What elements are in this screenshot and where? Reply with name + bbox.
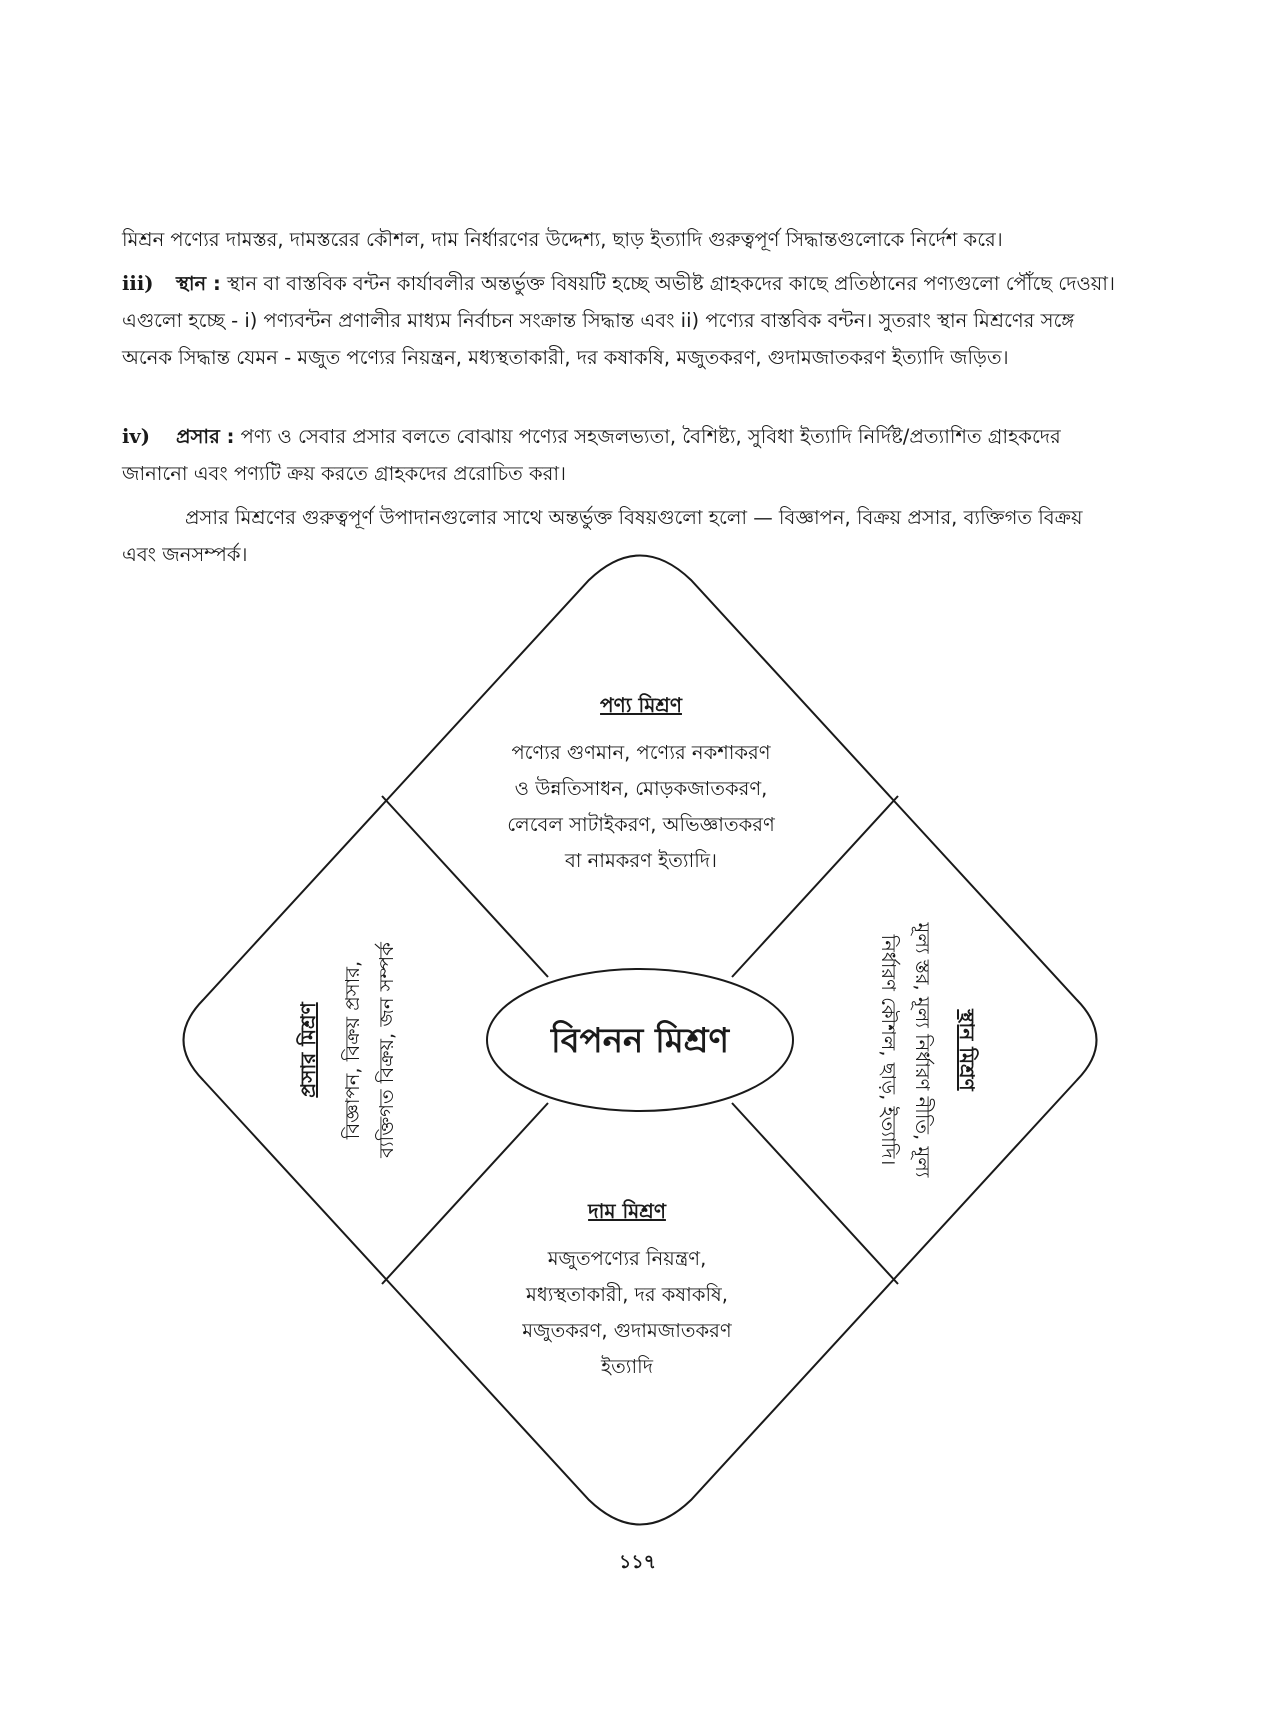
item-number: iii) [122, 272, 154, 295]
item-heading: প্রসার : [176, 425, 235, 448]
price-mix-line: মধ্যস্থতাকারী, দর কষাকষি, [526, 1283, 728, 1306]
price-mix-title: দাম মিশ্রণ [588, 1199, 666, 1223]
paragraph-text: পণ্য ও সেবার প্রসার বলতে বোঝায় পণ্যের সহজলভ্যতা, বৈশিষ্ট্য, সুবিধা ইত্যাদি নির্দিষ্ট/প্রত্যাশিত গ্রাহকদের জানানো এবং পণ্যটি ক্রয় করতে গ্রাহকদের প্ররোচিত করা। [122, 425, 1061, 485]
product-mix-line: পণ্যের গুণমান, পণ্যের নকশাকরণ [511, 741, 771, 764]
price-mix-line: মজুতকরণ, গুদামজাতকরণ [522, 1319, 732, 1342]
place-mix-line: মূল্য স্তর, মূল্য নির্ধারণ নীতি, মূল্য [911, 922, 934, 1178]
price-mix-line: ইত্যাদি [601, 1355, 653, 1378]
divider-bottom-left [382, 1103, 548, 1284]
divider-bottom-right [732, 1103, 898, 1284]
paragraph-text: স্থান বা বাস্তবিক বন্টন কার্যাবলীর অন্তর্ভুক্ত বিষয়টি হচ্ছে অভীষ্ট গ্রাহকদের কাছে প্রতিষ্ঠানের পণ্যগুলো পৌঁছে দেওয়া। এগুলো হচ্ছে - i) পণ্যবন্টন প্রণালীর মাধ্যম নির্বাচন সংক্রান্ত সিদ্ধান্ত এবং ii) পণ্যের বাস্তবিক বন্টন। সুতরাং স্থান মিশ্রণের সঙ্গে অনেক সিদ্ধান্ত যেমন - মজুত পণ্যের নিয়ন্ত্রন, মধ্যস্থতাকারী, দর কষাকষি, মজুতকরণ, গুদামজাতকরণ ইত্যাদি জড়িত। [122, 272, 1115, 369]
promotion-mix-line: ব্যক্তিগত বিক্রয়, জন সম্পর্ক [375, 942, 398, 1158]
paragraph-text: প্রসার মিশ্রণের গুরুত্বপূর্ণ উপাদানগুলোর সাথে অন্তর্ভুক্ত বিষয়গুলো হলো — বিজ্ঞাপন, বিক্রয় প্রসার, ব্যক্তিগত বিক্রয় এবং জনসম্পর্ক। [122, 506, 1083, 566]
price-mix-line: মজুতপণ্যের নিয়ন্ত্রণ, [547, 1247, 707, 1270]
paragraph-text: মিশ্রন পণ্যের দামস্তর, দামস্তরের কৌশল, দাম নির্ধারণের উদ্দেশ্য, ছাড় ইত্যাদি গুরুত্বপূর্ণ সিদ্ধান্তগুলোকে নির্দেশ করে। [122, 228, 1003, 251]
product-mix-title: পণ্য মিশ্রণ [600, 693, 682, 717]
place-mix-group [877, 922, 979, 1179]
center-label: বিপনন মিশ্রণ [550, 1021, 730, 1061]
promotion-mix-line: বিজ্ঞাপন, বিক্রয় প্রসার, [341, 960, 364, 1140]
product-mix-line: বা নামকরণ ইত্যাদি। [564, 849, 718, 872]
item-number: iv) [122, 425, 150, 448]
product-mix-line: লেবেল সাটাইকরণ, অভিজ্ঞাতকরণ [507, 813, 775, 836]
product-mix-line: ও উন্নতিসাধন, মোড়কজাতকরণ, [514, 777, 768, 800]
promotion-mix-title: প্রসার মিশ্রণ [296, 1002, 320, 1098]
place-mix-line: নির্ধারণ কৌশল, ছাড়, ইত্যাদি। [877, 934, 900, 1166]
place-mix-title: স্থান মিশ্রণ [955, 1009, 979, 1091]
promotion-mix-group [296, 941, 398, 1159]
item-heading: স্থান : [176, 272, 221, 295]
page-number: ১১৭ [618, 1551, 656, 1573]
